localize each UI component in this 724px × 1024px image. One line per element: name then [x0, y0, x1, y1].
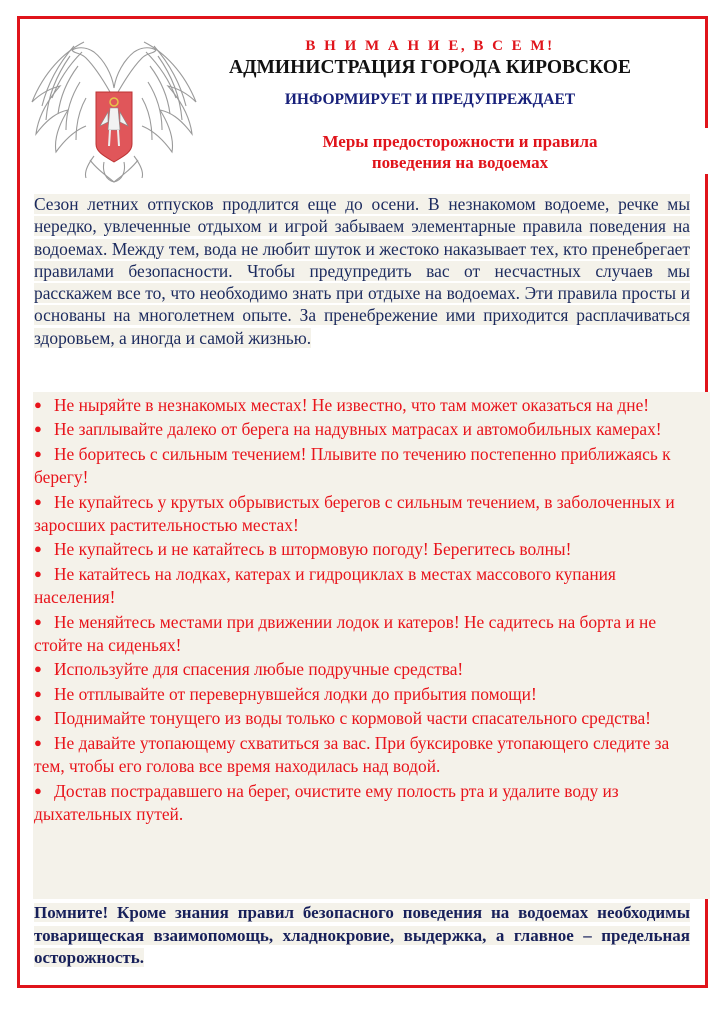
- rule-item: [34, 442, 694, 490]
- frame-gap: [704, 128, 712, 174]
- rule-text: Не купайтесь у крутых обрывистых берегов с сильным течением, в заболоченных и заросших растительностью местах!: [34, 491, 675, 536]
- bullet-icon: ●: [34, 685, 42, 701]
- outro-text: Помните! Кроме знания правил безопасного поведения на водоемах необходимы товарищеская взаимопомощь, хладнокровие, выдержка, а главное – предельная осторожность.: [34, 903, 690, 967]
- bullet-icon: ●: [34, 445, 42, 461]
- bullet-icon: ●: [34, 661, 42, 677]
- document-subtitle: [270, 131, 650, 173]
- coat-of-arms-icon: [24, 22, 204, 187]
- rule-item: [34, 562, 694, 610]
- rule-text: Используйте для спасения любые подручные средства!: [54, 659, 464, 680]
- bullet-icon: ●: [34, 493, 42, 509]
- rule-text: Не отплывайте от перевернувшейся лодки до прибытия помощи!: [54, 683, 537, 704]
- subtitle-line-2: поведения на водоемах: [371, 153, 549, 172]
- rule-item: [34, 706, 694, 730]
- bullet-icon: ●: [34, 710, 42, 726]
- rule-text: Не меняйтесь местами при движении лодок и катеров! Не садитесь на борта и не стойте на сиденьях!: [34, 611, 657, 656]
- attention-heading: В Н И М А Н И Е, В С Е М!: [305, 38, 555, 54]
- rule-item: [34, 682, 694, 706]
- bullet-icon: ●: [34, 565, 42, 581]
- rule-item: [34, 610, 694, 658]
- bullet-icon: ●: [34, 421, 42, 437]
- informs-heading: ИНФОРМИРУЕТ И ПРЕДУПРЕЖДАЕТ: [284, 91, 576, 108]
- intro-text: Сезон летних отпусков продлится еще до осени. В незнакомом водоеме, речке мы нередко, увлеченные отдыхом и игрой забываем элементарные правила поведения на водоемах. Между тем, вода не любит шуток и жестоко наказывает тех, кто пренебрегает правилами безопасности. Чтобы предупредить вас от несчастных случаев мы расскажем все то, что необходимо знать при отдыхе на водоемах. Эти правила просты и основаны на многолетнем опыте. За пренебрежение ими приходится расплачиваться здоровьем, а иногда и самой жизнью.: [34, 194, 690, 348]
- rule-text: Не давайте утопающему схватиться за вас. При буксировке утопающего следите за тем, чтобы его голова все время находилась над водой.: [34, 732, 670, 777]
- rule-text: Не ныряйте в незнакомых местах! Не известно, что там может оказаться на дне!: [54, 395, 650, 415]
- rule-text: Не заплывайте далеко от берега на надувных матрасах и автомобильных камерах!: [54, 419, 662, 440]
- intro-paragraph: [34, 193, 690, 349]
- outro-paragraph: [34, 902, 690, 970]
- rule-text: Не катайтесь на лодках, катерах и гидроциклах в местах массового купания населения!: [34, 563, 616, 608]
- rule-item: [34, 417, 694, 441]
- rule-item: [34, 731, 694, 779]
- rule-item: [34, 393, 694, 417]
- rule-item: [34, 490, 694, 538]
- bullet-icon: ●: [34, 782, 42, 798]
- rule-item: [34, 537, 694, 561]
- bullet-icon: ●: [34, 541, 42, 557]
- rules-list: [34, 393, 694, 826]
- subtitle-line-1: Меры предосторожности и правила: [322, 132, 598, 151]
- administration-heading: АДМИНИСТРАЦИЯ ГОРОДА КИРОВСКОЕ: [229, 57, 631, 78]
- bullet-icon: ●: [34, 734, 42, 750]
- bullet-icon: ●: [34, 397, 42, 412]
- rule-item: [34, 779, 694, 827]
- rule-text: Не купайтесь и не катайтесь в штормовую погоду! Берегитесь волны!: [54, 539, 572, 560]
- rule-text: Не боритесь с сильным течением! Плывите по течению постепенно приближаясь к берегу!: [34, 443, 671, 488]
- rule-text: Достав пострадавшего на берег, очистите ему полость рта и удалите воду из дыхательных путей.: [34, 780, 619, 824]
- rule-item: [34, 657, 694, 681]
- rule-text: Поднимайте тонущего из воды только с кормовой части спасательного средства!: [54, 708, 651, 729]
- bullet-icon: ●: [34, 613, 42, 629]
